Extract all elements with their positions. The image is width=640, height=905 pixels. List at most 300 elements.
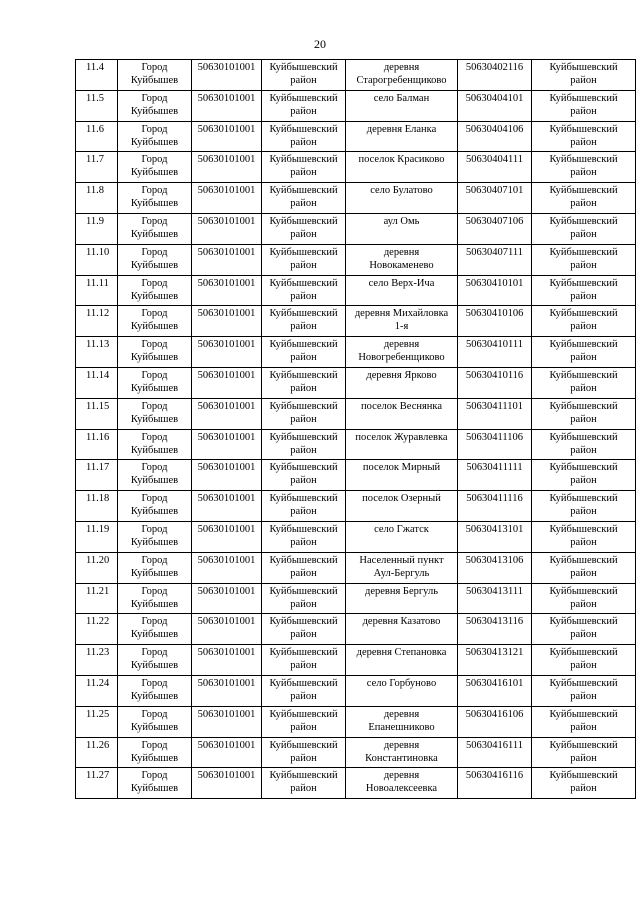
table-row <box>76 552 636 583</box>
city-line: Город <box>141 277 168 289</box>
city-line: Куйбышев <box>130 721 179 733</box>
city-line: Город <box>141 400 168 412</box>
city-cell <box>118 552 192 583</box>
district-line: Куйбышевский <box>269 493 338 505</box>
settlement-cell <box>346 491 458 522</box>
settlements-table <box>75 59 636 799</box>
settlement-code-cell: 50630416106 <box>458 706 532 737</box>
settlement-code-cell: 50630402116 <box>458 60 532 91</box>
city-code-cell: 50630101001 <box>192 768 262 799</box>
district-line: Куйбышевский <box>269 308 338 320</box>
city-code-cell: 50630101001 <box>192 398 262 429</box>
settlement-district-line: Куйбышевский <box>549 246 618 258</box>
district-cell <box>262 398 346 429</box>
settlement-code-cell: 50630404111 <box>458 152 532 183</box>
settlement-district-line: район <box>570 259 597 271</box>
settlement-district-line: Куйбышевский <box>549 462 618 474</box>
city-cell <box>118 675 192 706</box>
settlement-cell <box>346 614 458 645</box>
settlement-cell <box>346 706 458 737</box>
city-cell <box>118 60 192 91</box>
district-line: район <box>290 752 317 764</box>
city-code-cell: 50630101001 <box>192 337 262 368</box>
settlement-district-line: Куйбышевский <box>549 708 618 720</box>
city-line: Куйбышев <box>130 136 179 148</box>
settlement-code-cell: 50630416111 <box>458 737 532 768</box>
city-code-cell: 50630101001 <box>192 367 262 398</box>
settlement-district-line: Куйбышевский <box>549 92 618 104</box>
settlement-code-cell: 50630407106 <box>458 213 532 244</box>
settlement-cell <box>346 121 458 152</box>
settlement-line: Аул-Бергуль <box>373 567 430 579</box>
district-line: Куйбышевский <box>269 554 338 566</box>
settlement-cell <box>346 244 458 275</box>
settlement-district-cell <box>532 552 636 583</box>
settlement-district-line: Куйбышевский <box>549 308 618 320</box>
settlement-cell <box>346 90 458 121</box>
district-line: район <box>290 506 317 518</box>
city-code-cell: 50630101001 <box>192 60 262 91</box>
settlement-district-cell <box>532 275 636 306</box>
table-row <box>76 737 636 768</box>
district-line: Куйбышевский <box>269 770 338 782</box>
settlement-line: село Верх-Ича <box>368 277 435 289</box>
settlement-district-cell <box>532 90 636 121</box>
district-cell <box>262 675 346 706</box>
district-line: район <box>290 321 317 333</box>
district-line: район <box>290 105 317 117</box>
district-line: Куйбышевский <box>269 62 338 73</box>
settlement-line: деревня <box>383 770 420 782</box>
table-body <box>76 60 636 799</box>
settlement-district-line: район <box>570 321 597 333</box>
settlement-line: поселок Мирный <box>362 462 441 474</box>
district-line: район <box>290 783 317 795</box>
city-line: Куйбышев <box>130 598 179 610</box>
district-cell <box>262 614 346 645</box>
district-line: Куйбышевский <box>269 585 338 597</box>
city-line: Куйбышев <box>130 228 179 240</box>
city-cell <box>118 521 192 552</box>
city-line: Куйбышев <box>130 752 179 764</box>
settlement-code-cell: 50630410116 <box>458 367 532 398</box>
table-row <box>76 583 636 614</box>
settlement-line: Населенный пункт <box>359 554 444 566</box>
settlement-district-line: Куйбышевский <box>549 185 618 197</box>
settlement-district-line: район <box>570 105 597 117</box>
settlement-district-line: Куйбышевский <box>549 770 618 782</box>
settlement-cell <box>346 60 458 91</box>
district-line: Куйбышевский <box>269 185 338 197</box>
city-code-cell: 50630101001 <box>192 552 262 583</box>
row-number-cell: 11.4 <box>76 60 118 91</box>
city-line: Куйбышев <box>130 198 179 210</box>
settlement-district-line: Куйбышевский <box>549 523 618 535</box>
row-number-cell: 11.20 <box>76 552 118 583</box>
settlement-district-line: Куйбышевский <box>549 215 618 227</box>
settlement-code-cell: 50630411101 <box>458 398 532 429</box>
settlement-cell <box>346 737 458 768</box>
city-line: Куйбышев <box>130 290 179 302</box>
settlement-district-line: район <box>570 690 597 702</box>
settlement-district-line: район <box>570 228 597 240</box>
row-number-cell: 11.13 <box>76 337 118 368</box>
settlement-cell <box>346 460 458 491</box>
settlement-cell <box>346 152 458 183</box>
settlement-cell <box>346 398 458 429</box>
table-row <box>76 152 636 183</box>
settlement-district-line: район <box>570 382 597 394</box>
settlement-cell <box>346 275 458 306</box>
settlement-district-cell <box>532 737 636 768</box>
settlement-district-cell <box>532 460 636 491</box>
district-cell <box>262 583 346 614</box>
city-cell <box>118 460 192 491</box>
settlement-district-line: район <box>570 290 597 302</box>
district-line: район <box>290 290 317 302</box>
district-line: район <box>290 167 317 179</box>
settlement-code-cell: 50630416101 <box>458 675 532 706</box>
city-cell <box>118 90 192 121</box>
table-row <box>76 60 636 91</box>
city-cell <box>118 491 192 522</box>
district-line: Куйбышевский <box>269 462 338 474</box>
settlement-code-cell: 50630407101 <box>458 183 532 214</box>
settlement-code-cell: 50630410106 <box>458 306 532 337</box>
city-cell <box>118 614 192 645</box>
district-line: район <box>290 721 317 733</box>
city-code-cell: 50630101001 <box>192 737 262 768</box>
settlement-district-line: район <box>570 136 597 148</box>
district-cell <box>262 183 346 214</box>
district-line: Куйбышевский <box>269 400 338 412</box>
settlement-district-line: район <box>570 444 597 456</box>
table-row <box>76 337 636 368</box>
settlement-cell <box>346 645 458 676</box>
city-line: Город <box>141 462 168 474</box>
district-line: район <box>290 567 317 579</box>
district-line: Куйбышевский <box>269 677 338 689</box>
district-line: район <box>290 690 317 702</box>
district-line: район <box>290 629 317 641</box>
table-row <box>76 275 636 306</box>
table-row <box>76 244 636 275</box>
row-number-cell: 11.15 <box>76 398 118 429</box>
settlement-district-line: Куйбышевский <box>549 739 618 751</box>
district-cell <box>262 737 346 768</box>
settlement-district-cell <box>532 367 636 398</box>
settlement-line: Константиновка <box>365 752 438 764</box>
district-cell <box>262 768 346 799</box>
city-line: Город <box>141 246 168 258</box>
settlement-cell <box>346 213 458 244</box>
district-cell <box>262 90 346 121</box>
settlement-line: Старогребенщиково <box>356 75 447 86</box>
settlement-district-cell <box>532 768 636 799</box>
settlement-line: поселок Журавлевка <box>355 431 448 443</box>
settlement-line: деревня Ярково <box>366 369 437 381</box>
city-cell <box>118 706 192 737</box>
settlement-code-cell: 50630411111 <box>458 460 532 491</box>
settlement-district-line: Куйбышевский <box>549 677 618 689</box>
district-line: район <box>290 536 317 548</box>
settlement-district-line: район <box>570 598 597 610</box>
settlement-cell <box>346 521 458 552</box>
settlement-district-line: район <box>570 506 597 518</box>
settlement-line: деревня Михайловка <box>354 308 449 320</box>
settlement-district-line: район <box>570 536 597 548</box>
city-line: Город <box>141 62 168 73</box>
settlement-district-line: район <box>570 629 597 641</box>
settlement-cell <box>346 367 458 398</box>
city-cell <box>118 429 192 460</box>
row-number-cell: 11.8 <box>76 183 118 214</box>
settlement-district-cell <box>532 614 636 645</box>
settlement-district-cell <box>532 152 636 183</box>
table-row <box>76 706 636 737</box>
row-number-cell: 11.27 <box>76 768 118 799</box>
district-cell <box>262 121 346 152</box>
city-line: Куйбышев <box>130 413 179 425</box>
city-code-cell: 50630101001 <box>192 583 262 614</box>
settlement-line: Новоалексеевка <box>365 783 438 795</box>
city-line: Город <box>141 554 168 566</box>
settlement-code-cell: 50630413111 <box>458 583 532 614</box>
settlement-line: деревня <box>383 62 420 73</box>
district-line: Куйбышевский <box>269 246 338 258</box>
settlement-district-line: район <box>570 75 597 86</box>
city-line: Город <box>141 215 168 227</box>
city-code-cell: 50630101001 <box>192 244 262 275</box>
settlement-line: село Горбуново <box>366 677 437 689</box>
district-line: Куйбышевский <box>269 92 338 104</box>
page-number: 20 <box>314 37 326 51</box>
settlement-line: аул Омь <box>383 215 420 227</box>
district-line: район <box>290 136 317 148</box>
settlement-line: деревня Бергуль <box>364 585 438 597</box>
city-cell <box>118 645 192 676</box>
city-line: Город <box>141 647 168 659</box>
city-line: Куйбышев <box>130 75 179 86</box>
table-row <box>76 121 636 152</box>
settlement-district-line: район <box>570 475 597 487</box>
settlement-line: поселок Красиково <box>358 154 445 166</box>
settlement-line: деревня Еланка <box>366 123 437 135</box>
city-line: Куйбышев <box>130 444 179 456</box>
city-cell <box>118 337 192 368</box>
settlement-district-line: Куйбышевский <box>549 616 618 628</box>
table-row <box>76 460 636 491</box>
settlement-district-cell <box>532 429 636 460</box>
city-line: Город <box>141 308 168 320</box>
settlement-district-cell <box>532 645 636 676</box>
settlement-district-line: район <box>570 567 597 579</box>
district-line: Куйбышевский <box>269 647 338 659</box>
district-cell <box>262 521 346 552</box>
settlement-code-cell: 50630407111 <box>458 244 532 275</box>
table-row <box>76 491 636 522</box>
city-line: Куйбышев <box>130 105 179 117</box>
city-code-cell: 50630101001 <box>192 614 262 645</box>
city-line: Город <box>141 739 168 751</box>
settlement-code-cell: 50630404101 <box>458 90 532 121</box>
district-line: район <box>290 198 317 210</box>
city-line: Куйбышев <box>130 783 179 795</box>
settlement-line: Новокаменево <box>369 259 434 271</box>
settlement-line: деревня Степановка <box>356 647 447 659</box>
settlement-code-cell: 50630413101 <box>458 521 532 552</box>
row-number-cell: 11.22 <box>76 614 118 645</box>
settlement-district-line: Куйбышевский <box>549 339 618 351</box>
city-line: Куйбышев <box>130 352 179 364</box>
city-cell <box>118 183 192 214</box>
city-line: Город <box>141 708 168 720</box>
settlement-district-line: Куйбышевский <box>549 277 618 289</box>
row-number-cell: 11.19 <box>76 521 118 552</box>
district-line: район <box>290 413 317 425</box>
city-line: Куйбышев <box>130 382 179 394</box>
district-cell <box>262 460 346 491</box>
settlement-district-line: район <box>570 352 597 364</box>
district-cell <box>262 491 346 522</box>
district-cell <box>262 213 346 244</box>
row-number-cell: 11.14 <box>76 367 118 398</box>
city-line: Куйбышев <box>130 167 179 179</box>
settlement-code-cell: 50630416116 <box>458 768 532 799</box>
table-row <box>76 183 636 214</box>
settlement-line: деревня <box>383 708 420 720</box>
city-cell <box>118 398 192 429</box>
settlement-district-line: Куйбышевский <box>549 400 618 412</box>
settlement-cell <box>346 675 458 706</box>
table-row <box>76 367 636 398</box>
settlement-district-cell <box>532 491 636 522</box>
city-cell <box>118 213 192 244</box>
city-code-cell: 50630101001 <box>192 491 262 522</box>
row-number-cell: 11.17 <box>76 460 118 491</box>
settlement-district-cell <box>532 244 636 275</box>
settlement-code-cell: 50630410111 <box>458 337 532 368</box>
city-cell <box>118 583 192 614</box>
settlement-district-cell <box>532 213 636 244</box>
city-line: Город <box>141 369 168 381</box>
settlement-district-line: Куйбышевский <box>549 123 618 135</box>
settlement-district-cell <box>532 306 636 337</box>
row-number-cell: 11.10 <box>76 244 118 275</box>
settlement-cell <box>346 429 458 460</box>
district-line: район <box>290 75 317 86</box>
city-cell <box>118 244 192 275</box>
settlement-code-cell: 50630404106 <box>458 121 532 152</box>
district-line: Куйбышевский <box>269 339 338 351</box>
settlement-line: Епанешниково <box>368 721 435 733</box>
settlement-district-line: Куйбышевский <box>549 62 618 73</box>
city-line: Город <box>141 185 168 197</box>
settlement-district-line: Куйбышевский <box>549 154 618 166</box>
district-line: Куйбышевский <box>269 523 338 535</box>
city-line: Город <box>141 92 168 104</box>
city-code-cell: 50630101001 <box>192 645 262 676</box>
district-cell <box>262 275 346 306</box>
district-cell <box>262 306 346 337</box>
row-number-cell: 11.5 <box>76 90 118 121</box>
table-row <box>76 429 636 460</box>
city-cell <box>118 306 192 337</box>
district-line: Куйбышевский <box>269 154 338 166</box>
district-line: район <box>290 352 317 364</box>
district-line: Куйбышевский <box>269 739 338 751</box>
city-line: Город <box>141 616 168 628</box>
district-cell <box>262 645 346 676</box>
settlement-cell <box>346 337 458 368</box>
city-code-cell: 50630101001 <box>192 521 262 552</box>
settlement-cell <box>346 768 458 799</box>
district-line: Куйбышевский <box>269 277 338 289</box>
row-number-cell: 11.23 <box>76 645 118 676</box>
district-line: район <box>290 444 317 456</box>
settlement-code-cell: 50630411116 <box>458 491 532 522</box>
settlement-line: Новогребенщиково <box>358 352 445 364</box>
settlement-district-cell <box>532 706 636 737</box>
settlement-district-cell <box>532 675 636 706</box>
city-code-cell: 50630101001 <box>192 460 262 491</box>
district-cell <box>262 337 346 368</box>
district-cell <box>262 552 346 583</box>
district-line: Куйбышевский <box>269 431 338 443</box>
district-line: Куйбышевский <box>269 708 338 720</box>
row-number-cell: 11.9 <box>76 213 118 244</box>
settlement-district-cell <box>532 183 636 214</box>
settlement-district-cell <box>532 521 636 552</box>
city-code-cell: 50630101001 <box>192 429 262 460</box>
district-cell <box>262 244 346 275</box>
city-line: Город <box>141 123 168 135</box>
city-line: Куйбышев <box>130 567 179 579</box>
settlement-line: 1-я <box>394 321 409 333</box>
district-line: район <box>290 382 317 394</box>
city-code-cell: 50630101001 <box>192 706 262 737</box>
settlement-line: поселок Озерный <box>362 493 441 505</box>
settlement-line: деревня <box>383 339 420 351</box>
row-number-cell: 11.6 <box>76 121 118 152</box>
settlement-cell <box>346 583 458 614</box>
table-row <box>76 614 636 645</box>
settlement-line: поселок Веснянка <box>360 400 443 412</box>
settlement-line: село Булатово <box>370 185 433 197</box>
district-cell <box>262 367 346 398</box>
settlement-district-line: Куйбышевский <box>549 647 618 659</box>
city-line: Город <box>141 523 168 535</box>
city-cell <box>118 121 192 152</box>
settlement-code-cell: 50630413121 <box>458 645 532 676</box>
settlement-line: село Балман <box>373 92 430 104</box>
city-line: Куйбышев <box>130 660 179 672</box>
settlement-cell <box>346 306 458 337</box>
district-line: район <box>290 598 317 610</box>
city-line: Куйбышев <box>130 629 179 641</box>
settlement-district-line: район <box>570 752 597 764</box>
settlement-district-line: район <box>570 198 597 210</box>
district-cell <box>262 706 346 737</box>
row-number-cell: 11.12 <box>76 306 118 337</box>
settlement-district-line: район <box>570 783 597 795</box>
city-cell <box>118 737 192 768</box>
city-code-cell: 50630101001 <box>192 152 262 183</box>
city-cell <box>118 152 192 183</box>
table-row <box>76 306 636 337</box>
row-number-cell: 11.7 <box>76 152 118 183</box>
city-line: Город <box>141 339 168 351</box>
